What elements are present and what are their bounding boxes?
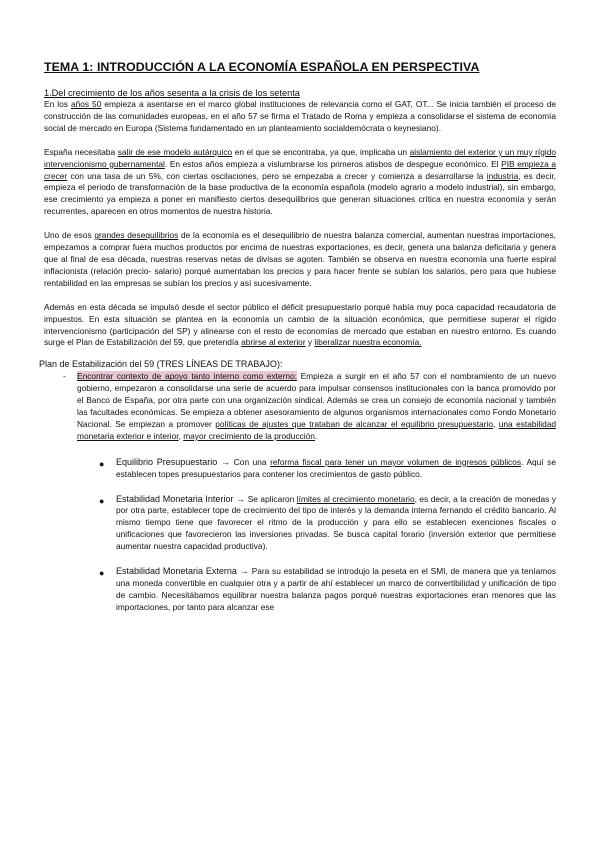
underlined-text: liberalizar nuestra economía. <box>314 337 422 348</box>
bullet-lead: Equilibrio Presupuestario → <box>116 456 234 467</box>
bullet-marker: ● <box>99 458 105 469</box>
underlined-text: abrirse al exterior <box>241 337 306 348</box>
text-run: En los <box>44 99 71 109</box>
text-run: empieza a asentarse en el marco global instituciones de relevancia como el GAT, OT... Se inicia también el proceso de construcción de las comunidades europeas, en el año 57 se firma el Tratado de Roma y empieza a consolidarse el sistema de economía social de mercado en Europa (Sistema fundamentado en un planteamiento socialdemócrata o keynesiano). <box>44 99 556 133</box>
text-run: Con una <box>233 456 271 467</box>
underlined-text: mayor crecimiento de la producción <box>183 430 315 441</box>
paragraph-3 <box>44 230 556 290</box>
paragraph-2 <box>44 147 556 218</box>
document-page <box>39 60 557 627</box>
underlined-text: años 50 <box>70 99 102 109</box>
text-run: Se aplicaron <box>247 493 297 504</box>
text-run: , <box>492 418 499 429</box>
underlined-text: aislamiento del exterior y un muy rígido intervencionismo gubernamental <box>44 146 557 169</box>
underlined-text: industria <box>486 170 519 181</box>
underlined-text: PIB empieza a crecer <box>44 158 556 181</box>
text-run: de la economía es el desequilibrio de nuestra balanza comercial, aumentan nuestras importaciones, empezamos a comprar fuera muchos productos por encima de nuestras exportaciones, es decir, genera una balanza deficitaria y genera que al final de esa década, nuestras reservas netas de divisas se agoten. También se observa en nuestra economía una fuerte espiral inflacionista (relación precio- salario) porqué aumentaban los precios y para hacer frente se subían los salarios, pero para que hubiese rentabilidad en las empresas se subían los precios y así sucesivamente. <box>44 230 556 288</box>
dash-list-item <box>44 371 556 442</box>
bullet-item-2 <box>44 494 556 554</box>
underlined-text: límites al crecimiento monetario <box>296 493 415 504</box>
text-run: y <box>305 337 315 348</box>
paragraph-4 <box>44 302 556 350</box>
underlined-text: grandes desequilibrios <box>94 230 179 241</box>
bullet-item-3 <box>44 566 556 614</box>
text-run: Uno de esos <box>44 230 95 241</box>
text-run: . <box>314 430 318 441</box>
text-run: , es decir, empieza el periodo de transformación de la base productiva de la economía española (modelo agrario a modelo industrial), sin embargo, ese crecimiento ya empieza a poner en manifiesto ciertos desequilibrios que generan situaciones crítica en nuestra economía y serán recurrentes, aparecen en otros momentos de nuestra historia. <box>44 170 556 217</box>
text-run: , <box>178 430 184 441</box>
plan-heading: Plan de Estabilización del 59 (TRES LÍNEAS DE TRABAJO): <box>39 359 283 370</box>
highlighted-text: Encontrar contexto de apoyo tanto interno como externo: <box>77 371 297 382</box>
text-run: en el que se encontraba, ya que, implicaba un <box>232 146 410 157</box>
document-title: TEMA 1: INTRODUCCIÓN A LA ECONOMÍA ESPAÑOLA EN PERSPECTIVA <box>44 60 480 74</box>
underlined-text: salir de ese modelo autárquico <box>117 146 233 157</box>
text-run: con una tasa de un 5%, con ciertas oscilaciones, pero se empezaba a crecer y comienza a desarrollarse la <box>67 170 487 181</box>
text-run: España necesitaba <box>44 146 118 157</box>
paragraph-1 <box>44 99 556 135</box>
dash-item-text <box>77 371 556 442</box>
text-run: , es decir, a la creación de monedas y por otra parte, establecer tope de crecimiento del tipo de interés y la demanda interna fernando el crédito bancario. Al mismo tiempo tiene que favorecer el ritmo de la producción y para ello se establecen exenciones fiscales o unificaciones que favorecieron las inversiones privadas. Se busca capital forario (inversión exterior que permitiese aumentar nuestra capacidad productiva). <box>116 493 557 552</box>
bullet-lead: Estabilidad Monetaria Interior → <box>116 493 248 504</box>
bullet-marker: ● <box>99 495 105 506</box>
underlined-text: políticas de ajustes que trataban de alcanzar el equilibrio presupuestario <box>215 418 493 429</box>
bullet-lead: Estabilidad Monetaria Externa → <box>116 566 252 577</box>
text-run: Además en esta década se impulsó desde el sector público el déficit presupuestario porqué había muy poca capacidad recaudatoria de impuestos. En esta situación se plantea en la economía un cambio de la situación económica, que permitiese superar el rígido intervencionismo (participación del SP) y alinearse con el resto de economías de mercado que estaban en nuestro entorno. Es cuando surge el Plan de Estabilización del 59, que pretendía <box>44 301 556 348</box>
text-run: . Aquí se establecen topes presupuestarios para contener los crecimientos de gasto público. <box>116 456 556 479</box>
bullet-item-1 <box>44 457 556 481</box>
underlined-text: reforma fiscal para tener un mayor volumen de ingresos públicos <box>270 456 522 467</box>
text-run: Empieza a surgir en el año 57 con el nombramiento de un nuevo gobierno, empezaron a consolidarse una serie de acuerdo para impulsar consensos institucionales con la banca promovido por el Banco de España, por otra parte con una organización sindical. Además se crea un consejo de economía nacional y también las facultades económicas. Se empieza a obtener asesoramiento de algunos organismos internacionales como Fondo Monetario Nacional. Se empiezan a promover <box>77 371 557 429</box>
text-run: Para su estabilidad se introdujo la peseta en el SMI, de manera que ya teníamos una moneda convertible en cualquier otra y a partir de ahí establecer un marco de convertibilidad y unificación de tipo de cambio. Necesitábamos equilibrar nuestra balanza pagos porqué nuestras exportaciones eran menores que las importaciones, por tanto para alcanzar ese <box>116 566 557 612</box>
bullet-marker: ● <box>99 568 105 579</box>
underlined-text: una estabilidad monetaria exterior e interior <box>77 418 557 441</box>
bullet-text <box>116 566 556 614</box>
dash-marker: - <box>63 371 66 382</box>
bullet-text <box>116 494 556 554</box>
section-heading: 1.Del crecimiento de los años sesenta a la crisis de los setenta <box>44 88 300 98</box>
text-run: . En estos años empieza a vislumbrarse los primeros atisbos de despegue económico. El <box>164 158 502 169</box>
bullet-text <box>116 457 556 481</box>
